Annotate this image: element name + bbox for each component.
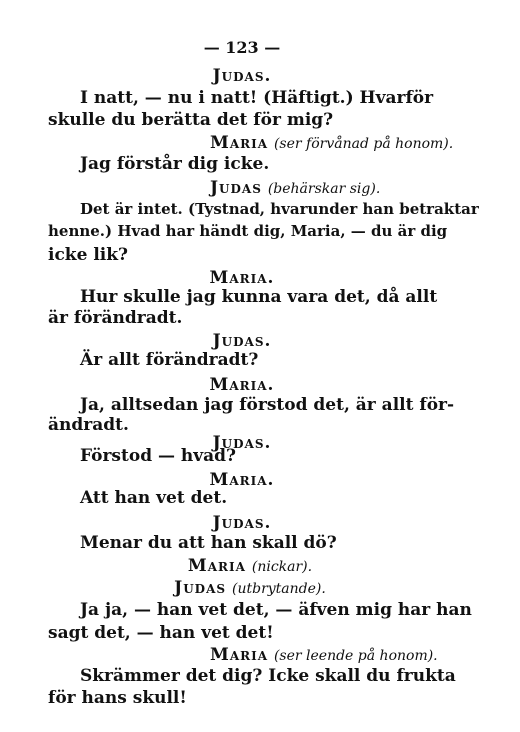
speaker-heading: Maria.	[209, 375, 275, 395]
dialogue-line: sagt det, — han vet det!	[48, 623, 274, 643]
speaker-heading: Maria.	[209, 268, 275, 288]
dialogue-line: Jag förstår dig icke.	[80, 154, 270, 174]
speaker-heading: Judas (utbrytande).	[174, 578, 326, 598]
dialogue-line: Förstod — hvad?	[80, 446, 237, 466]
page-number: — 123 —	[203, 38, 281, 57]
dialogue-line: ändradt.	[48, 415, 129, 435]
dialogue-line: icke lik?	[48, 245, 128, 265]
dialogue-line: Ja ja, — han vet det, — äfven mig har han	[80, 600, 472, 620]
dialogue-line: för hans skull!	[48, 688, 187, 708]
speaker-heading: Judas.	[212, 331, 272, 351]
dialogue-line: henne.) Hvad har händt dig, Maria, — du är dig	[48, 222, 448, 240]
speaker-heading: Maria.	[209, 470, 275, 490]
dialogue-line: skulle du berätta det för mig?	[48, 110, 334, 130]
speaker-heading: Judas.	[212, 66, 272, 86]
dialogue-line: Skrämmer det dig? Icke skall du frukta	[80, 666, 456, 686]
dialogue-line: Är allt förändradt?	[80, 350, 259, 370]
speaker-heading: Maria (ser förvånad på honom).	[210, 133, 454, 153]
speaker-heading: Judas.	[212, 513, 272, 533]
speaker-heading: Judas.	[212, 433, 272, 453]
speaker-heading: Maria (ser leende på honom).	[210, 645, 438, 665]
dialogue-line: Hur skulle jag kunna vara det, då allt	[80, 287, 438, 307]
dialogue-line: Ja, alltsedan jag förstod det, är allt för-	[80, 395, 455, 415]
dialogue-line: Menar du att han skall dö?	[80, 533, 337, 553]
dialogue-line: är förändradt.	[48, 308, 183, 328]
dialogue-line: I natt, — nu i natt! (Häftigt.) Hvarför	[80, 88, 434, 108]
dialogue-line: Att han vet det.	[80, 488, 228, 508]
speaker-heading: Maria (nickar).	[187, 556, 313, 576]
dialogue-line: Det är intet. (Tystnad, hvarunder han betraktar	[80, 200, 479, 218]
speaker-heading: Judas (behärskar sig).	[210, 178, 381, 198]
